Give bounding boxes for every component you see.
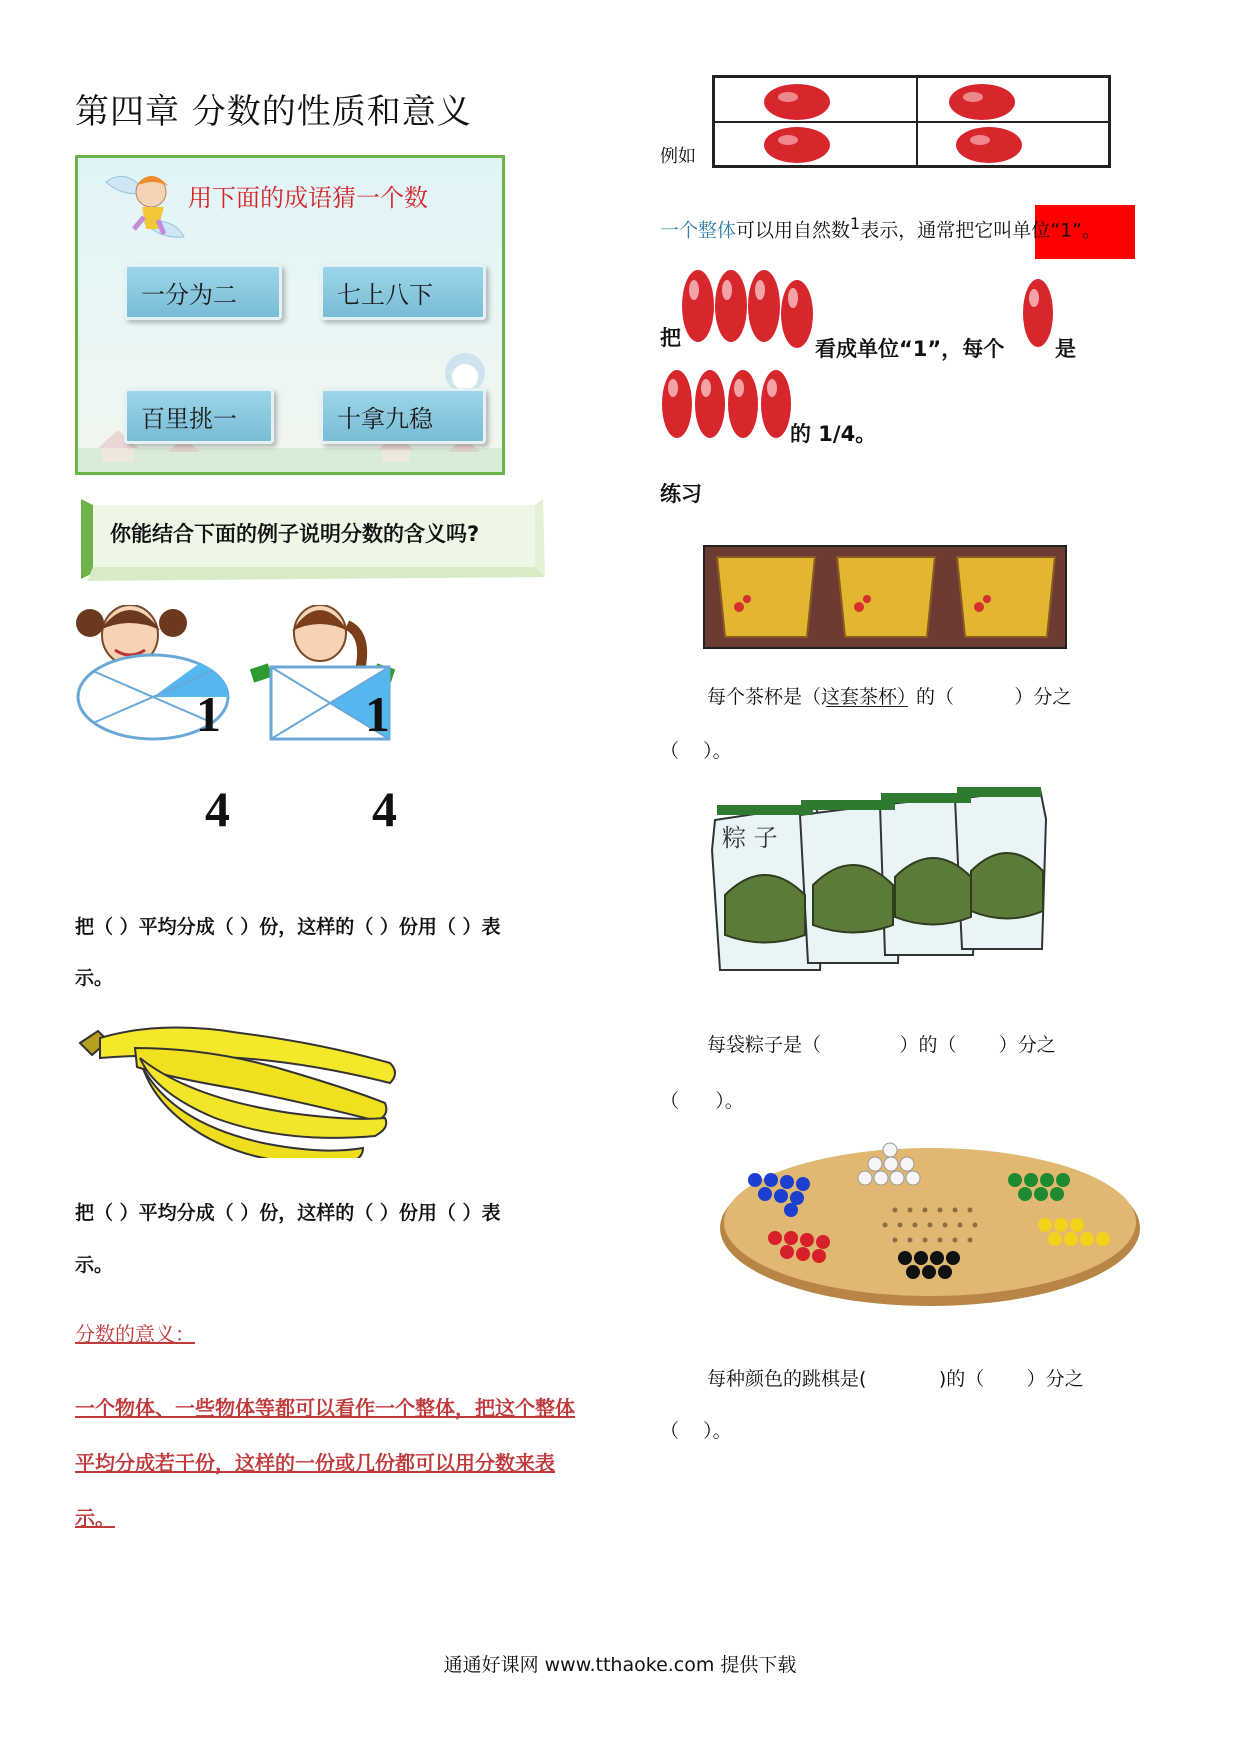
q1-line2: （ ）。 xyxy=(660,740,732,762)
q3-line2: （ ）。 xyxy=(660,1420,732,1442)
apple-de: 的 1/4。 xyxy=(790,422,877,446)
unit-one-blue: 一个整体 xyxy=(660,219,737,242)
four-apples xyxy=(680,268,820,348)
page-title: 第四章 分数的性质和意义 xyxy=(75,92,472,132)
idiom-button-4[interactable]: 十拿九稳 xyxy=(320,388,486,444)
question-banner: 你能结合下面的例子说明分数的含义吗? xyxy=(110,522,480,546)
q1-line1: 每个茶杯是（这套茶杯）的（ ）分之 xyxy=(707,686,1072,708)
unit-one-digit: 1 xyxy=(850,214,861,233)
numerator-1: 1 xyxy=(196,686,221,742)
meaning-heading: 分数的意义： xyxy=(75,1322,195,1346)
q2-line2: （ ）。 xyxy=(660,1090,744,1112)
prompt-1-line1: 把（ ）平均分成（ ）份，这样的（ ）份用（ ）表 xyxy=(75,916,501,938)
zongzi-bags xyxy=(705,785,1055,980)
numerator-2: 1 xyxy=(365,686,390,742)
q1-underline xyxy=(826,706,908,707)
angel-icon xyxy=(96,162,186,242)
meaning-line-2: 平均分成若干份，这样的一份或几份都可以用分数来表 xyxy=(75,1451,555,1475)
unit-one-highlight: 单位“1”。 xyxy=(1012,219,1102,242)
tea-cup-set xyxy=(703,545,1067,649)
q2-line1: 每袋粽子是（ ）的（ ）分之 xyxy=(707,1034,1056,1056)
banana-illustration xyxy=(75,1018,405,1158)
meaning-line-1: 一个物体、一些物体等都可以看作一个整体，把这个整体 xyxy=(75,1396,575,1420)
idiom-button-3[interactable]: 百里挑一 xyxy=(124,388,274,444)
zongzi-label: 粽 子 xyxy=(722,824,778,852)
unit-one-text: 可以用自然数 xyxy=(736,219,851,242)
idiom-button-2[interactable]: 七上八下 xyxy=(320,264,486,320)
footer: 通通好课网 www.tthaoke.com 提供下载 xyxy=(443,1654,797,1676)
apple-grid xyxy=(712,75,1112,170)
example-label: 例如 xyxy=(660,146,696,167)
denominator-1: 4 xyxy=(205,781,230,837)
apple-shi: 是 xyxy=(1055,337,1076,361)
idiom-panel xyxy=(75,155,505,475)
apple-ba: 把 xyxy=(660,326,681,350)
prompt-2-line2: 示。 xyxy=(75,1254,114,1276)
practice-label: 练习 xyxy=(660,482,702,506)
q3-line1: 每种颜色的跳棋是( )的（ ）分之 xyxy=(707,1368,1084,1390)
denominator-2: 4 xyxy=(372,781,397,837)
unit-one-text-2: 表示，通常把它叫 xyxy=(860,219,1013,242)
unit-one-sentence xyxy=(660,214,1101,242)
prompt-1-line2: 示。 xyxy=(75,967,114,989)
meaning-line-3: 示。 xyxy=(75,1506,115,1530)
single-apple xyxy=(1020,278,1056,348)
prompt-2-line1: 把（ ）平均分成（ ）份，这样的（ ）份用（ ）表 xyxy=(75,1202,501,1224)
apple-kancheng: 看成单位“1”，每个 xyxy=(815,337,1005,361)
idiom-button-1[interactable]: 一分为二 xyxy=(124,264,282,320)
four-apples-2 xyxy=(660,368,795,440)
idiom-heading: 用下面的成语猜一个数 xyxy=(188,184,428,212)
chinese-checkers-board xyxy=(715,1140,1145,1310)
